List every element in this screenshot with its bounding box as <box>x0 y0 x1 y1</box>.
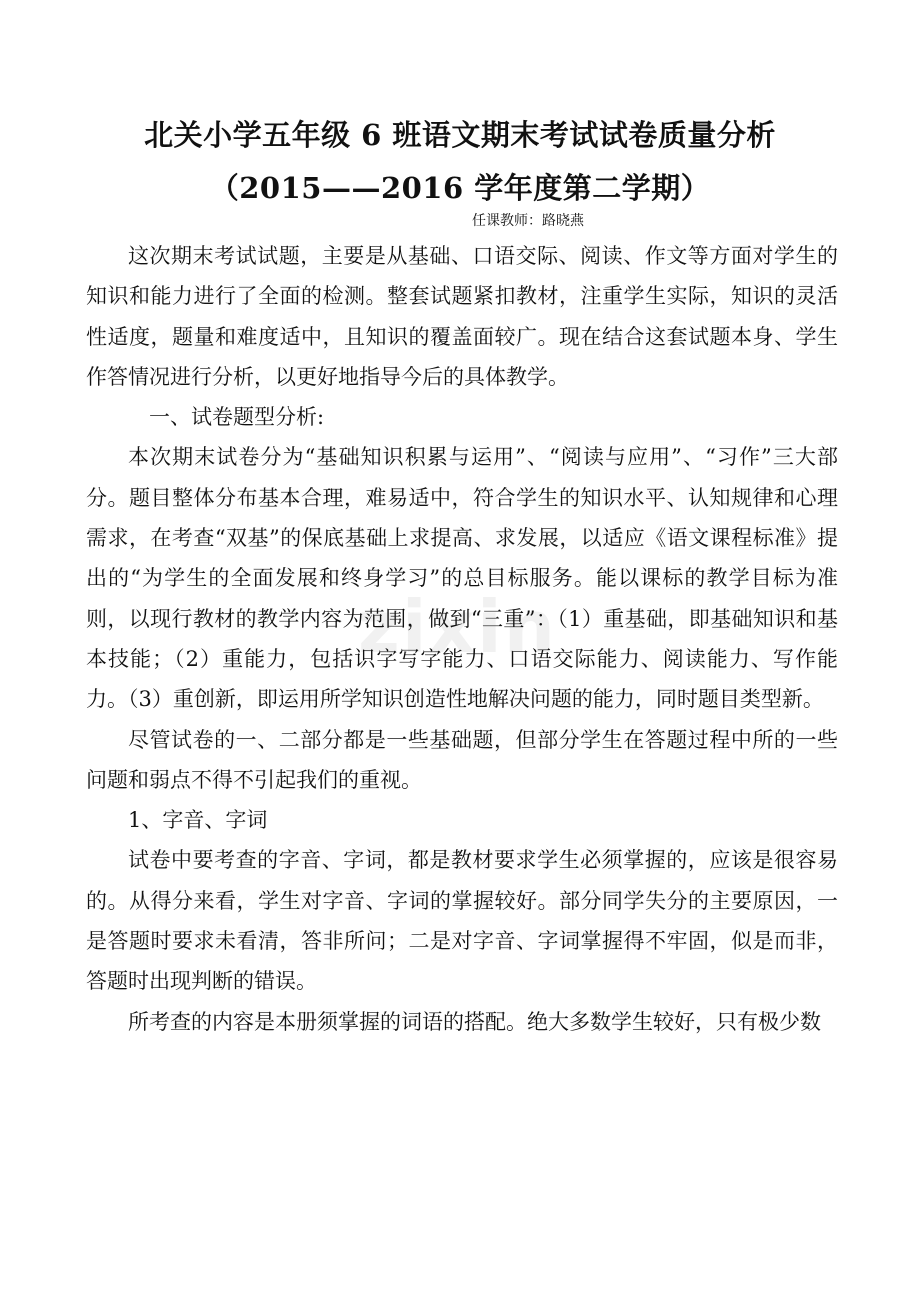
paragraph-collocation: 所考查的内容是本册须掌握的词语的搭配。绝大多数学生较好，只有极少数 <box>128 1009 821 1034</box>
document-subtitle: （2015——2016 学年度第二学期） <box>209 171 711 205</box>
document-title: 北关小学五年级 6 班语文期末考试试卷质量分析 <box>144 118 776 152</box>
watermark: zixin <box>358 585 557 669</box>
paragraph-issues: 尽管试卷的一、二部分都是一些基础题，但部分学生在答题过程中所的一些问题和弱点不得不引起我们的重视。 <box>86 727 838 792</box>
teacher-line: 任课教师：路晓燕 <box>472 213 584 229</box>
subsection-heading-1: 1、字音、字词 <box>128 808 268 833</box>
paragraph-pronunciation: 试卷中要考查的字音、字词，都是教材要求学生必须掌握的，应该是很容易的。从得分来看，学生对字音、字词的掌握较好。部分同学失分的主要原因，一是答题时要求未看清，答非所问；二是对字音、字词掌握得不牢固，似是而非，答题时出现判断的错误。 <box>86 848 838 994</box>
paragraph-exam-structure: 本次期末试卷分为“基础知识积累与运用”、“阅读与应用”、“习作”三大部分。题目整体分布基本合理，难易适中，符合学生的知识水平、认知规律和心理需求，在考查“双基”的保底基础上求提高、求发展，以适应《语文课程标准》提出的“为学生的全面发展和终身学习”的总目标服务。能以课标的教学目标为准则，以现行教材的教学内容为范围，做到“三重”：（1）重基础，即基础知识和基本技能；（2）重能力，包括识字写字能力、口语交际能力、阅读能力、写作能力。（3）重创新，即运用所学知识创造性地解决问题的能力，同时题目类型新。 <box>86 445 838 712</box>
document-body <box>86 236 838 1042</box>
section-heading-1: 一、试卷题型分析: <box>149 405 325 430</box>
paragraph-intro: 这次期末考试试题，主要是从基础、口语交际、阅读、作文等方面对学生的知识和能力进行了全面的检测。整套试题紧扣教材，注重学生实际，知识的灵活性适度，题量和难度适中，且知识的覆盖面较广。现在结合这套试题本身、学生作答情况进行分析，以更好地指导今后的具体教学。 <box>86 244 838 389</box>
